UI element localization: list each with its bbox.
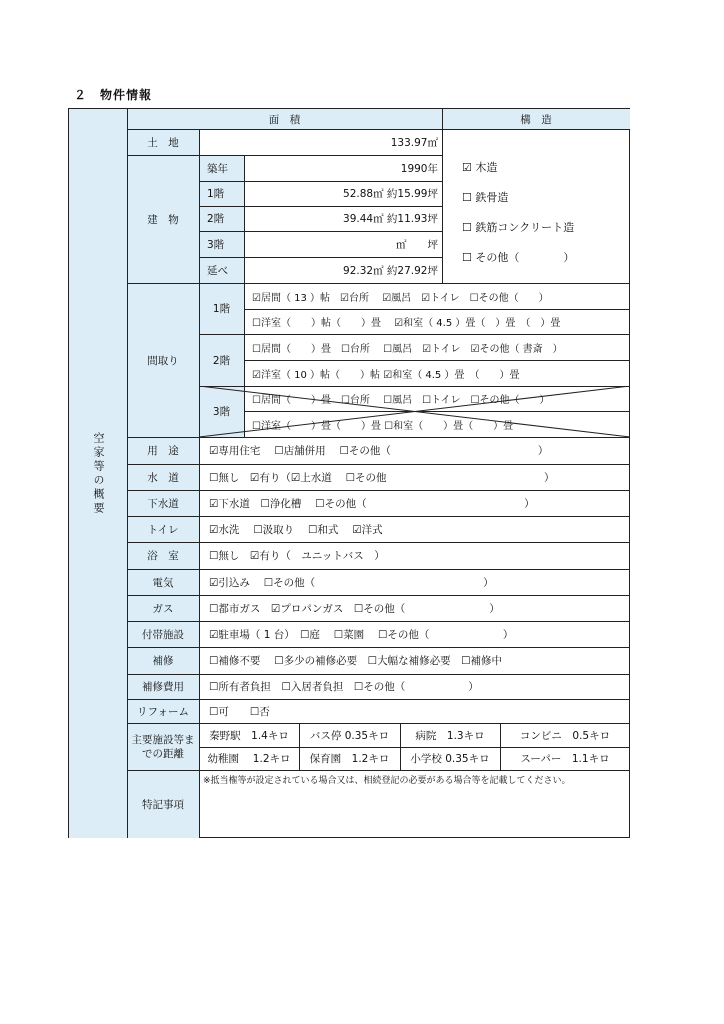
building-total-label: 延べ: [199, 257, 244, 283]
structure-option-steel: ☐ 鉄骨造: [462, 191, 509, 204]
facilities-label: 付帯施設: [127, 621, 199, 647]
building-year-label: 築年: [199, 155, 244, 181]
building-1f-value: 52.88㎡ 約15.99坪: [343, 188, 438, 200]
distance-nursery: 保育園 1.2キロ: [309, 753, 390, 765]
building-2f-label: 2階: [199, 206, 244, 231]
building-1f-label: 1階: [199, 181, 244, 206]
floorplan-label: 間取り: [127, 283, 199, 437]
side-label-cell: [69, 109, 127, 838]
sewer-value: ☑下水道 ☐浄化槽 ☐その他（ ）: [209, 497, 535, 510]
building-2f-value: 39.44㎡ 約11.93坪: [343, 213, 438, 225]
floor-3-line-1: ☐居間（ ）畳 ☐台所 ☐風呂 ☐トイレ ☐その他（ ）: [252, 395, 550, 406]
distance-bus-stop: バス停 0.35キロ: [309, 729, 390, 742]
repair-cost-label: 補修費用: [127, 674, 199, 699]
gas-label: ガス: [127, 595, 199, 621]
repair-cost-value: ☐所有者負担 ☐入居者負担 ☐その他（ ）: [209, 681, 479, 693]
repair-value: ☐補修不要 ☐多少の補修必要 ☐大幅な補修必要 ☐補修中: [209, 655, 502, 667]
structure-option-wood: ☑ 木造: [462, 161, 498, 174]
distance-hospital: 病院 1.3キロ: [415, 729, 485, 742]
floor-1-line-2: ☐洋室（ ）帖（ ）畳 ☑和室（ 4.5 ）畳（ ）畳 （ ）畳: [252, 318, 561, 329]
floor-3-label: 3階: [199, 386, 244, 437]
structure-options: [442, 129, 630, 283]
water-value: ☐無し ☑有り（☑上水道 ☐その他 ）: [209, 471, 555, 484]
floor-2-line-2: ☑洋室（ 10 ）帖（ ）帖 ☑和室（ 4.5 ）畳 （ ）畳: [252, 369, 520, 381]
structure-option-other: ☐ その他（ ）: [462, 251, 575, 264]
water-label: 水 道: [127, 464, 199, 490]
electricity-label: 電気: [127, 569, 199, 595]
usage-value: ☑専用住宅 ☐店舗併用 ☐その他（ ）: [209, 445, 549, 457]
distance-label: 主要施設等までの距離: [127, 723, 199, 770]
toilet-value: ☑水洗 ☐汲取り ☐和式 ☑洋式: [209, 523, 383, 536]
building-3f-label: 3階: [199, 231, 244, 257]
building-3f-value: ㎡ 坪: [396, 238, 438, 251]
floor-1-label: 1階: [199, 283, 244, 334]
land-label: 土 地: [127, 129, 199, 155]
building-label: 建 物: [127, 155, 199, 283]
floor-2-line-1: ☐居間（ ）畳 ☐台所 ☐風呂 ☑トイレ ☑その他（ 書斎 ）: [252, 343, 563, 355]
section-title: ２ 物件情報: [74, 88, 153, 102]
remarks-note: ※抵当権等が設定されている場合又は、相続登記の必要がある場合等を記載してください。: [203, 776, 571, 786]
reform-value: ☐可 ☐否: [209, 705, 270, 718]
structure-option-rc: ☐ 鉄筋コンクリート造: [462, 221, 575, 234]
floor-2-label: 2階: [199, 334, 244, 386]
reform-label: リフォーム: [127, 699, 199, 723]
building-total-value: 92.32㎡ 約27.92坪: [343, 264, 438, 277]
distance-kindergarten: 幼稚園 1.2キロ: [207, 753, 291, 765]
bath-label: 浴 室: [127, 542, 199, 569]
bath-value: ☐無し ☑有り（ ユニットバス ）: [209, 550, 385, 562]
area-header: 面 積: [127, 109, 442, 129]
distance-convenience-store: コンビニ 0.5キロ: [519, 729, 611, 742]
side-label: 空家等の概要: [92, 431, 105, 516]
property-info-table: [68, 108, 630, 838]
sewer-label: 下水道: [127, 490, 199, 516]
floor-1-line-1: ☑居間（ 13 ）帖 ☑台所 ☑風呂 ☑トイレ ☐その他（ ）: [252, 292, 549, 304]
gas-value: ☐都市ガス ☑プロパンガス ☐その他（ ）: [209, 602, 500, 615]
repair-label: 補修: [127, 647, 199, 674]
floor-3-line-2: ☐洋室（ ）畳（ ）畳 ☐和室（ ）畳（ ）畳: [252, 420, 514, 432]
distance-station: 秦野駅 1.4キロ: [209, 729, 289, 742]
remarks-label: 特記事項: [127, 770, 199, 838]
toilet-label: トイレ: [127, 516, 199, 542]
usage-label: 用 途: [127, 437, 199, 464]
structure-header: 構 造: [442, 109, 630, 129]
facilities-value: ☑駐車場（ 1 台） ☐庭 ☐菜園 ☐その他（ ）: [209, 628, 514, 641]
electricity-value: ☑引込み ☐その他（ ）: [209, 576, 494, 589]
distance-supermarket: スーパー 1.1キロ: [520, 753, 610, 765]
land-value: 133.97㎡: [390, 136, 438, 149]
distance-elementary-school: 小学校 0.35キロ: [410, 753, 490, 765]
building-year-value: 1990年: [400, 162, 438, 175]
